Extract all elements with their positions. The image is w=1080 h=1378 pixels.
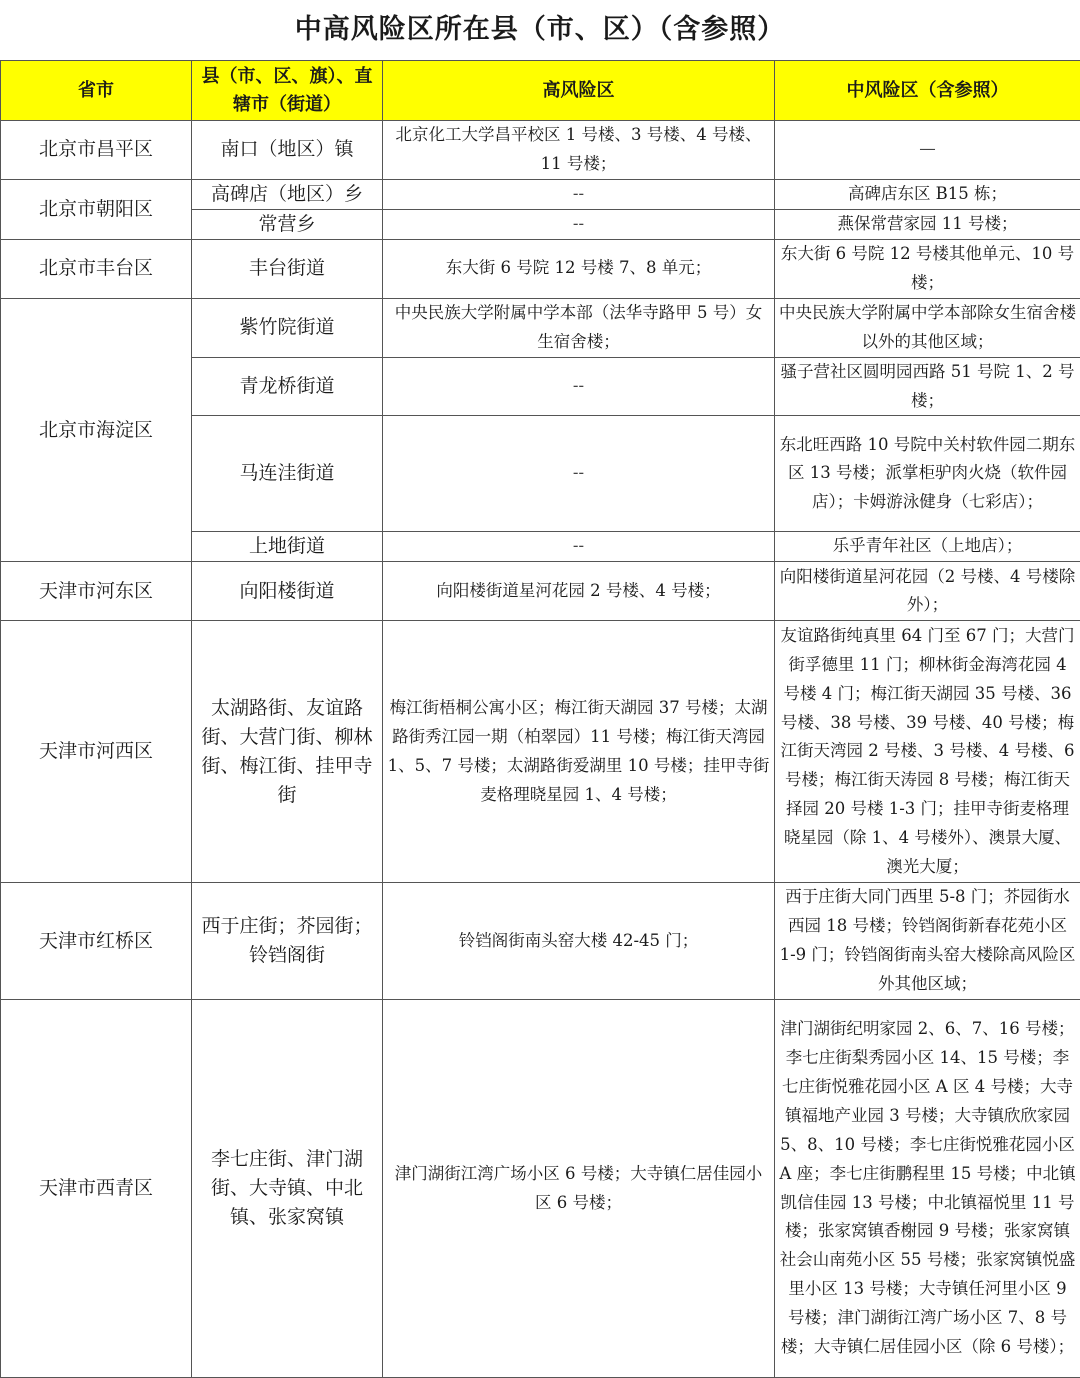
table-row [1, 239, 1080, 298]
county-cell: 高碑店（地区）乡 [192, 179, 383, 209]
county-cell: 向阳楼街道 [192, 562, 383, 621]
province-cell: 天津市红桥区 [1, 883, 192, 1000]
county-cell: 青龙桥街道 [192, 357, 383, 416]
province-cell: 天津市河西区 [1, 621, 192, 883]
risk-area-table [0, 60, 1080, 1378]
table-header-row [1, 61, 1080, 121]
county-cell: 南口（地区）镇 [192, 121, 383, 180]
table-row [1, 179, 1080, 209]
county-cell: 丰台街道 [192, 239, 383, 298]
mid-risk-cell: 高碑店东区 B15 栋； [775, 179, 1080, 209]
county-cell: 马连洼街道 [192, 416, 383, 532]
high-risk-cell: -- [383, 357, 775, 416]
county-cell: 李七庄街、津门湖街、大寺镇、中北镇、张家窝镇 [192, 1000, 383, 1378]
table-row [1, 621, 1080, 883]
province-cell: 北京市海淀区 [1, 298, 192, 562]
mid-risk-cell: 东大街 6 号院 12 号楼其他单元、10 号楼； [775, 239, 1080, 298]
header-county: 县（市、区、旗）、直辖市（街道） [192, 61, 383, 121]
high-risk-cell: -- [383, 209, 775, 239]
high-risk-cell: 津门湖街江湾广场小区 6 号楼；大寺镇仁居佳园小区 6 号楼； [383, 1000, 775, 1378]
mid-risk-cell: — [775, 121, 1080, 180]
mid-risk-cell: 友谊路街纯真里 64 门至 67 门；大营门街孚德里 11 门；柳林街金海湾花园 4 号楼 4 门；梅江街天湖园 35 号楼、36 号楼、38 号楼、39 号楼、40 号楼；梅江街天湾园 2 号楼、3 号楼、4 号楼、6 号楼；梅江街天涛园 8 号楼；梅江街天择园 20 号楼 1-3 门；挂甲寺街麦格理晓星园（除 1、4 号楼外）、澳景大厦、澳光大厦； [775, 621, 1080, 883]
page-title: 中高风险区所在县（市、区）（含参照） [0, 0, 1080, 60]
header-mid-risk: 中风险区（含参照） [775, 61, 1080, 121]
high-risk-cell: 东大街 6 号院 12 号楼 7、8 单元； [383, 239, 775, 298]
high-risk-cell: -- [383, 416, 775, 532]
mid-risk-cell: 东北旺西路 10 号院中关村软件园二期东区 13 号楼；派掌柜驴肉火烧（软件园店）；卡姆游泳健身（七彩店）； [775, 416, 1080, 532]
table-row [1, 562, 1080, 621]
county-cell: 太湖路街、友谊路街、大营门街、柳林街、梅江街、挂甲寺街 [192, 621, 383, 883]
header-high-risk: 高风险区 [383, 61, 775, 121]
county-cell: 上地街道 [192, 532, 383, 562]
county-cell: 西于庄街；芥园街；铃铛阁街 [192, 883, 383, 1000]
high-risk-cell: -- [383, 179, 775, 209]
table-row [1, 121, 1080, 180]
mid-risk-cell: 西于庄街大同门西里 5-8 门；芥园街水西园 18 号楼；铃铛阁街新春花苑小区 1-9 门；铃铛阁街南头窑大楼除高风险区外其他区域； [775, 883, 1080, 1000]
province-cell: 北京市丰台区 [1, 239, 192, 298]
province-cell: 北京市朝阳区 [1, 179, 192, 239]
high-risk-cell: 中央民族大学附属中学本部（法华寺路甲 5 号）女生宿舍楼； [383, 298, 775, 357]
high-risk-cell: -- [383, 532, 775, 562]
province-cell: 天津市西青区 [1, 1000, 192, 1378]
mid-risk-cell: 向阳楼街道星河花园（2 号楼、4 号楼除外）； [775, 562, 1080, 621]
mid-risk-cell: 中央民族大学附属中学本部除女生宿舍楼以外的其他区域； [775, 298, 1080, 357]
table-row [1, 883, 1080, 1000]
high-risk-cell: 向阳楼街道星河花园 2 号楼、4 号楼； [383, 562, 775, 621]
mid-risk-cell: 乐乎青年社区（上地店）； [775, 532, 1080, 562]
table-row [1, 1000, 1080, 1378]
county-cell: 紫竹院街道 [192, 298, 383, 357]
header-province: 省市 [1, 61, 192, 121]
high-risk-cell: 铃铛阁街南头窑大楼 42-45 门； [383, 883, 775, 1000]
table-row [1, 298, 1080, 357]
high-risk-cell: 北京化工大学昌平校区 1 号楼、3 号楼、4 号楼、11 号楼； [383, 121, 775, 180]
mid-risk-cell: 津门湖街纪明家园 2、6、7、16 号楼；李七庄街梨秀园小区 14、15 号楼；李七庄街悦雅花园小区 A 区 4 号楼；大寺镇福地产业园 3 号楼；大寺镇欣欣家园 5、8、10 号楼；李七庄街悦雅花园小区 A 座；李七庄街鹏程里 15 号楼；中北镇凯信佳园 13 号楼；中北镇福悦里 11 号楼；张家窝镇香榭园 9 号楼；张家窝镇社会山南苑小区 55 号楼；张家窝镇悦盛里小区 13 号楼；大寺镇任河里小区 9 号楼；津门湖街江湾广场小区 7、8 号楼；大寺镇仁居佳园小区（除 6 号楼）； [775, 1000, 1080, 1378]
high-risk-cell: 梅江街梧桐公寓小区；梅江街天湖园 37 号楼；太湖路街秀江园一期（柏翠园）11 号楼；梅江街天湾园 1、5、7 号楼；太湖路街爱湖里 10 号楼；挂甲寺街麦格理晓星园 1、4 号楼； [383, 621, 775, 883]
mid-risk-cell: 骚子营社区圆明园西路 51 号院 1、2 号楼； [775, 357, 1080, 416]
province-cell: 北京市昌平区 [1, 121, 192, 180]
county-cell: 常营乡 [192, 209, 383, 239]
province-cell: 天津市河东区 [1, 562, 192, 621]
mid-risk-cell: 燕保常营家园 11 号楼； [775, 209, 1080, 239]
